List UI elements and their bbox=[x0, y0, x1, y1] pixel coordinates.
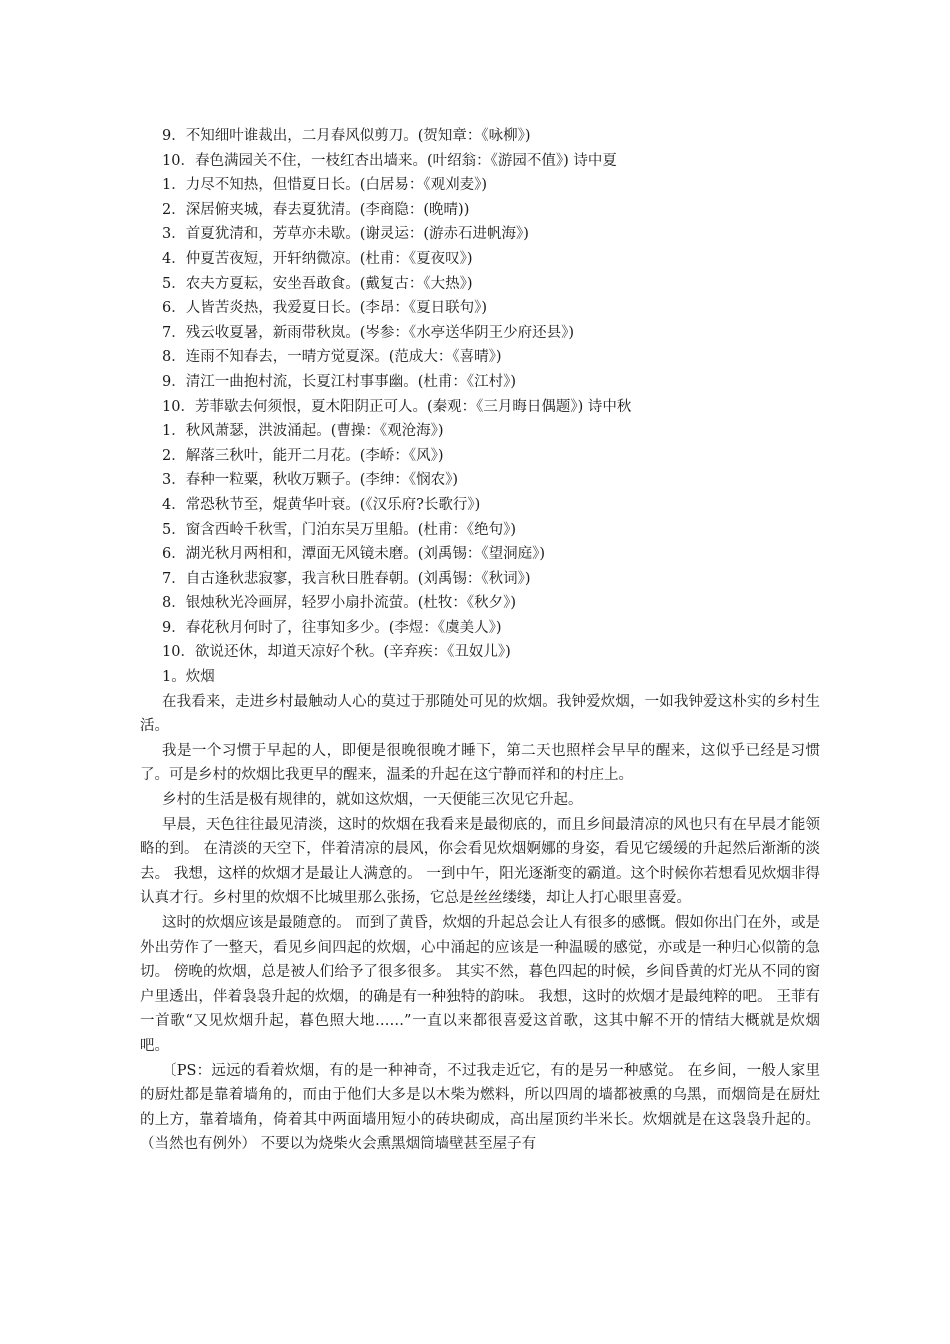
paragraph: 〔PS：远远的看着炊烟，有的是一种神奇，不过我走近它，有的是另一种感觉。 在乡间，一般人家里的厨灶都是靠着墙角的，而由于他们大多是以木柴为燃料，所以四周的墙都被熏的乌黑，而烟筒是在厨灶的上方，靠着墙角，倚着其中两面墙用短小的砖块砌成，高出屋顶约半米长。炊烟就是在这袅袅升起的。（当然也有例外） 不要以为烧柴火会熏黑烟筒墙壁甚至屋子有 bbox=[140, 1062, 820, 1153]
poem-line: 4．常恐秋节至，焜黄华叶衰。(《汉乐府?长歌行》) bbox=[162, 496, 481, 513]
poem-line: 9．不知细叶谁裁出，二月春风似剪刀。(贺知章：《咏柳》) bbox=[162, 128, 531, 144]
essay-body bbox=[140, 690, 820, 1157]
poem-line: 9．春花秋月何时了，往事知多少。(李煜：《虞美人》) bbox=[162, 619, 502, 636]
section-heading: 1。炊烟 bbox=[162, 669, 215, 686]
document-page bbox=[140, 124, 820, 1157]
poem-line: 3．春种一粒粟，秋收万颗子。(李绅：《悯农》) bbox=[162, 472, 459, 489]
poem-line: 10．春色满园关不住，一枝红杏出墙来。(叶绍翁：《游园不值》) 诗中夏 bbox=[162, 152, 617, 169]
poem-line: 9．清江一曲抱村流，长夏江村事事幽。(杜甫：《江村》) bbox=[162, 373, 517, 390]
poem-line: 6．人皆苦炎热，我爱夏日长。(李昂：《夏日联句》) bbox=[162, 300, 488, 317]
poem-line: 7．自古逢秋悲寂寥，我言秋日胜春朝。(刘禹锡：《秋词》) bbox=[162, 570, 531, 587]
poem-line: 10．芳菲歇去何须恨，夏木阳阴正可人。(秦观：《三月晦日偶题》) 诗中秋 bbox=[162, 398, 632, 415]
poem-line: 4．仲夏苦夜短，开轩纳微凉。(杜甫：《夏夜叹》) bbox=[162, 250, 473, 267]
paragraph: 我是一个习惯于早起的人，即便是很晚很晚才睡下，第二天也照样会早早的醒来，这似乎已经是习惯了。可是乡村的炊烟比我更早的醒来，温柔的升起在这宁静而祥和的村庄上。 bbox=[140, 742, 820, 784]
paragraph: 乡村的生活是极有规律的，就如这炊烟，一天便能三次见它升起。 bbox=[162, 792, 583, 809]
poem-line: 1．力尽不知热，但惜夏日长。(白居易：《观刈麦》) bbox=[162, 177, 488, 194]
poem-line: 2．解落三秋叶，能开二月花。(李峤：《风》) bbox=[162, 447, 444, 464]
poem-line: 2．深居俯夹城，春去夏犹清。(李商隐：(晚晴)) bbox=[162, 201, 470, 218]
poem-line: 1．秋风萧瑟，洪波涌起。(曹操：《观沧海》) bbox=[162, 423, 444, 440]
poem-list bbox=[140, 124, 820, 690]
paragraph: 在我看来，走进乡村最触动人心的莫过于那随处可见的炊烟。我钟爱炊烟，一如我钟爱这朴实的乡村生活。 bbox=[140, 693, 820, 735]
poem-line: 5．窗含西岭千秋雪，门泊东吴万里船。(杜甫：《绝句》) bbox=[162, 521, 517, 538]
poem-line: 3．首夏犹清和，芳草亦未歇。(谢灵运：(游赤石进帆海》) bbox=[162, 226, 529, 243]
poem-line: 8．银烛秋光冷画屏，轻罗小扇扑流萤。(杜牧：《秋夕》) bbox=[162, 595, 517, 612]
poem-line: 5．农夫方夏耘，安坐吾敢食。(戴复古：《大热》) bbox=[162, 275, 473, 292]
poem-line: 8．连雨不知春去，一晴方觉夏深。(范成大：《喜晴》) bbox=[162, 349, 502, 366]
paragraph: 这时的炊烟应该是最随意的。 而到了黄昏，炊烟的升起总会让人有很多的感慨。假如你出门在外，或是外出劳作了一整天，看见乡间四起的炊烟，心中涌起的应该是一种温暖的感觉，亦或是一种归心似箭的急切。 傍晚的炊烟，总是被人们给予了很多很多。 其实不然，暮色四起的时候，乡间昏黄的灯光从不同的窗户里透出，伴着袅袅升起的炊烟，的确是有一种独特的韵味。 我想，这时的炊烟才是最纯粹的吧。 王菲有一首歌“又见炊烟升起，暮色照大地……”一直以来都很喜爱这首歌，这其中解不开的情结大概就是炊烟吧。 bbox=[140, 915, 820, 1054]
poem-line: 10．欲说还休，却道天凉好个秋。(辛弃疾：《丑奴儿》) bbox=[162, 644, 511, 661]
poem-line: 7．残云收夏暑，新雨带秋岚。(岑参：《水亭送华阴王少府还县》) bbox=[162, 324, 575, 341]
paragraph: 早晨，天色往往最见清淡，这时的炊烟在我看来是最彻底的，而且乡间最清凉的风也只有在早晨才能领略的到。 在清淡的天空下，伴着清凉的晨风，你会看见炊烟婀娜的身姿，看见它缓缓的升起然后渐渐的淡去。 我想，这样的炊烟才是最让人满意的。 一到中午，阳光逐渐变的霸道。这个时候你若想看见炊烟非得认真才行。乡村里的炊烟不比城里那么张扬，它总是丝丝缕缕，却让人打心眼里喜爱。 bbox=[140, 816, 820, 907]
poem-line: 6．湖光秋月两相和，潭面无风镜未磨。(刘禹锡：《望洞庭》) bbox=[162, 546, 546, 563]
